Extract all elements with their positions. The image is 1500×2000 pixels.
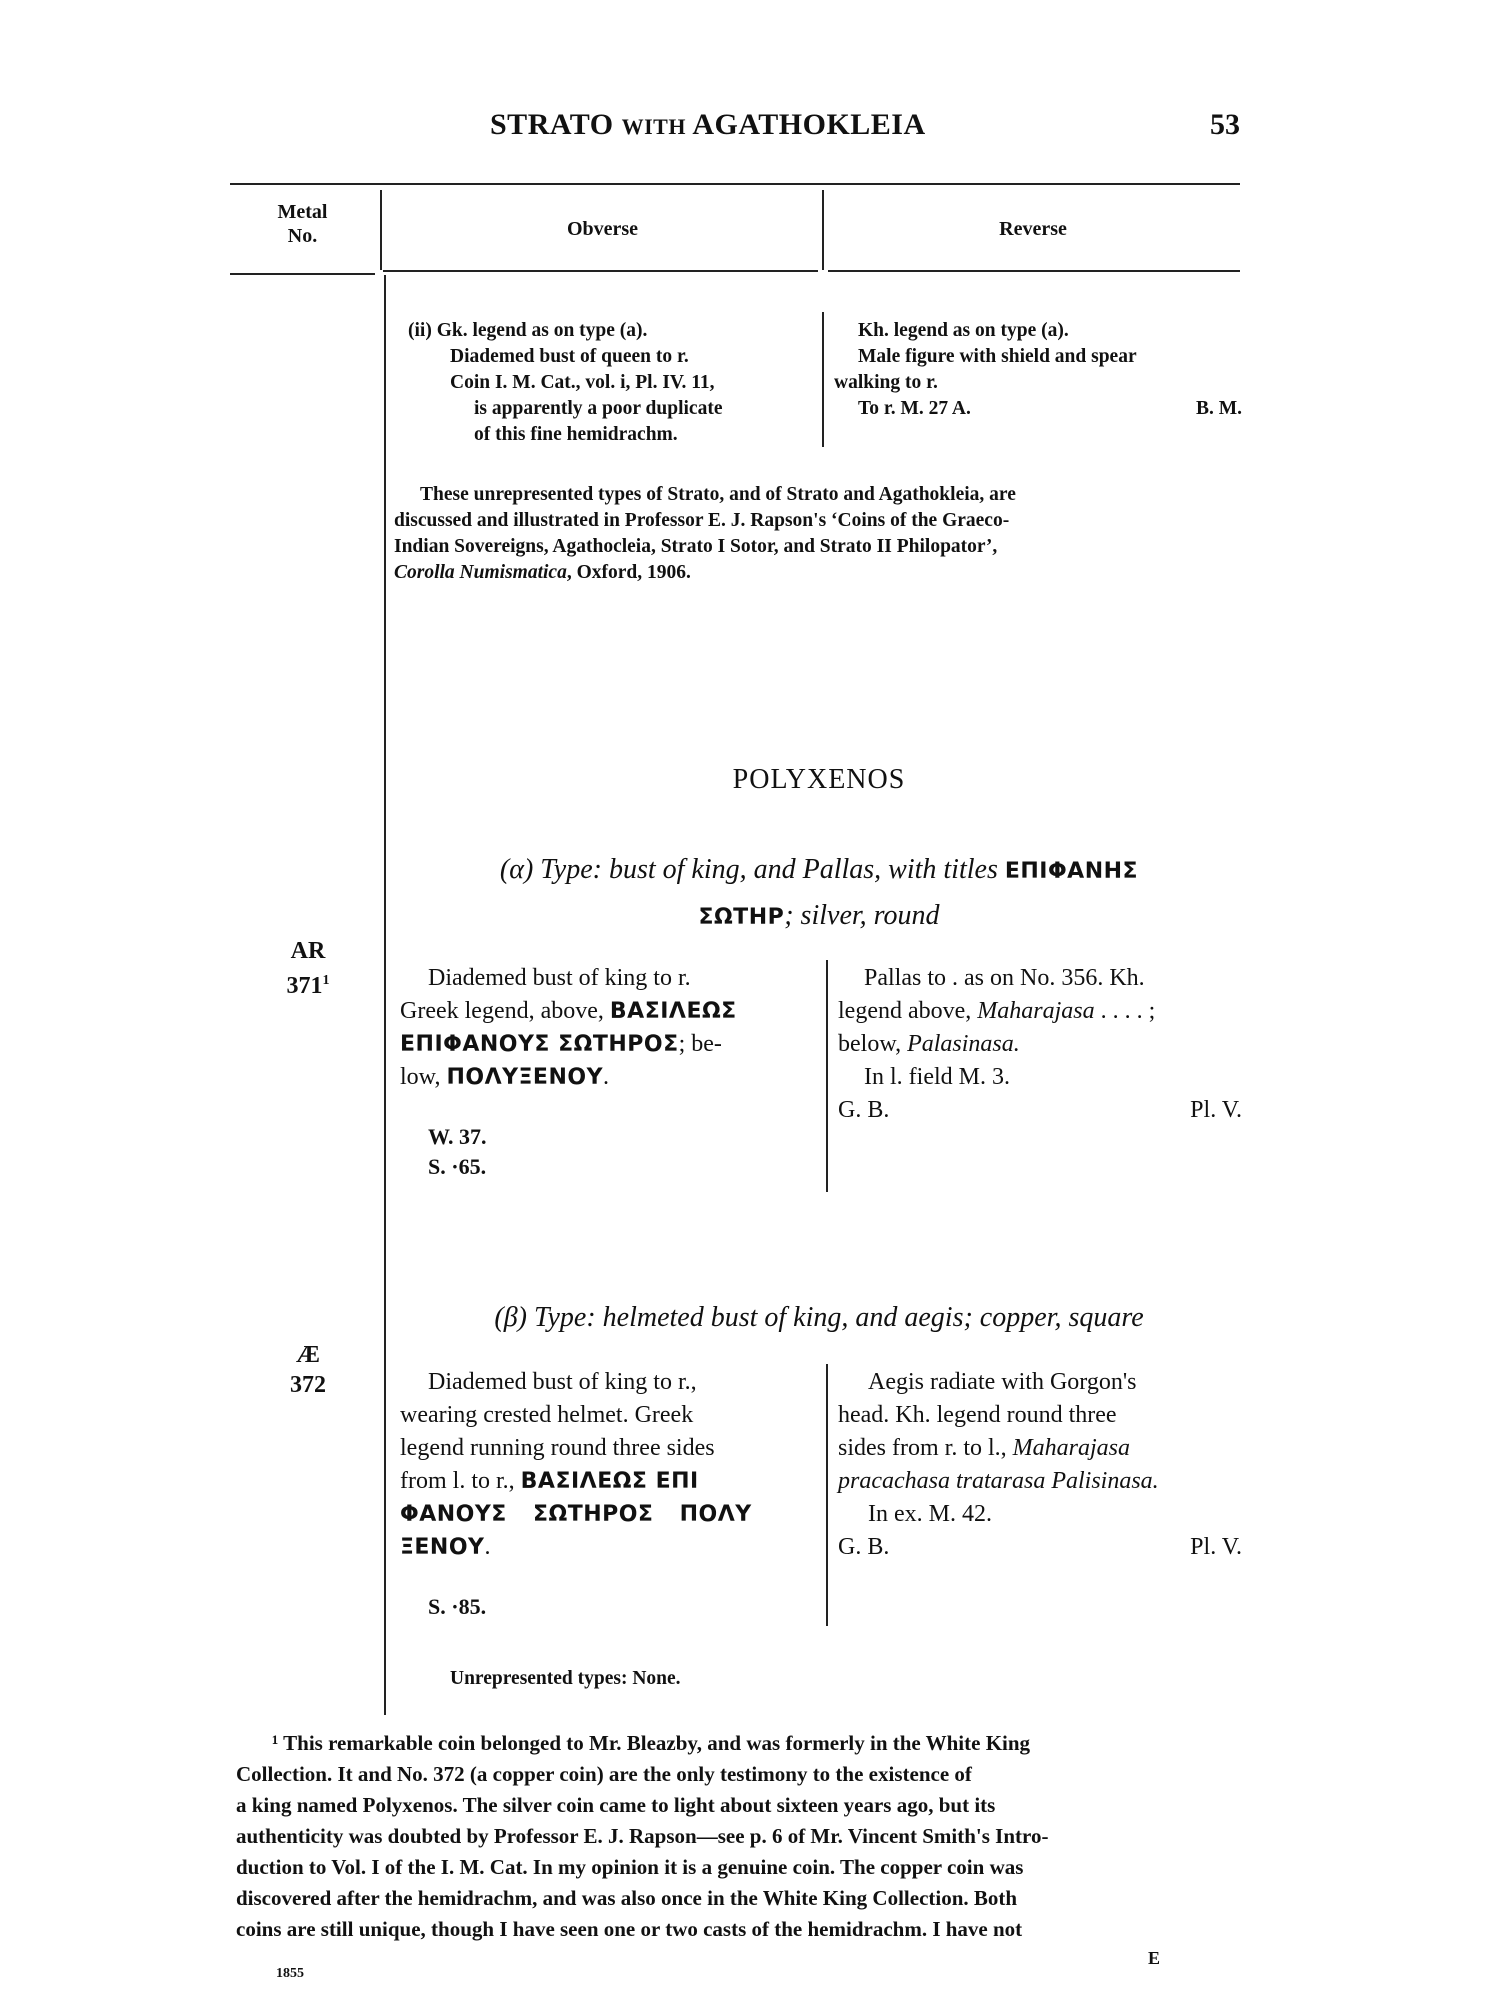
- entry-ii-obverse-line: Diademed bust of queen to r.: [450, 346, 689, 367]
- footnote-line: authenticity was doubted by Professor E. J. Rapson—see p. 6 of Mr. Vincent Smith's Intro-: [236, 1824, 1049, 1848]
- running-title: [490, 108, 926, 142]
- coin-372-divider: [826, 1364, 828, 1626]
- footnote: [236, 1728, 1246, 1945]
- header-divider-1: [380, 190, 382, 270]
- header-rule-reverse: [828, 270, 1240, 272]
- obverse-header: Obverse: [566, 218, 639, 240]
- type-alpha-label: (α) Type: bust of king, and Pallas, with titles: [499, 854, 998, 885]
- table-top-rule: [230, 183, 1240, 185]
- footnote-line: discovered after the hemidrachm, and was also once in the White King Collection. Both: [236, 1886, 1018, 1910]
- coin-372-reverse-legend: pracachasa tratarasa Palisinasa.: [838, 1468, 1159, 1494]
- entry-ii-divider: [822, 312, 824, 447]
- entry-ii-reverse-line: Male figure with shield and spear: [858, 346, 1137, 367]
- coin-371-obverse-line: Greek legend, above,: [400, 998, 604, 1024]
- coin-371-metal: AR: [290, 938, 326, 964]
- coin-371-metal-number: [268, 936, 348, 1001]
- coin-371-size: S. ·65.: [428, 1154, 487, 1179]
- header-rule-metal: [230, 273, 375, 275]
- coin-372-greek-legend: ΦΑΝΟΥΣ ΣΩΤΗΡΟΣ ΠΟΛΥ: [400, 1502, 752, 1527]
- signature-mark: 1855: [276, 1966, 304, 1981]
- note-line: Indian Sovereigns, Agathocleia, Strato I Sotor, and Strato II Philopator’,: [394, 536, 998, 557]
- coin-371-reverse-legend: Palasinasa.: [907, 1031, 1020, 1057]
- coin-372-greek-legend: ΒΑΣΙΛΕΩΣ ΕΠΙ: [520, 1469, 699, 1494]
- coin-371-greek-legend: ΒΑΣΙΛΕΩΣ: [609, 999, 737, 1024]
- coin-371-plate: Pl. V.: [1190, 1097, 1242, 1123]
- entry-ii-obverse-line: (ii) Gk. legend as on type (a).: [408, 320, 648, 341]
- coin-371-number: 371: [286, 973, 323, 999]
- entry-ii-obverse-line: of this fine hemidrachm.: [474, 424, 678, 445]
- coin-371-obverse: Diademed bust of king to r. Greek legend, above, ΒΑΣΙΛΕΩΣ ΕΠΙΦΑΝΟΥΣ ΣΩΤΗΡΟΣ; be- low, ΠΟΛΥΞΕΝΟΥ. W. 37. S. ·65.: [400, 962, 818, 1182]
- reverse-header: Reverse: [999, 218, 1067, 240]
- metal-column-divider: [384, 275, 386, 1715]
- coin-372-plate: Pl. V.: [1190, 1534, 1242, 1560]
- coin-372-obverse-line: from l. to r.,: [400, 1468, 515, 1494]
- unrepresented-types: Unrepresented types: None.: [450, 1668, 681, 1689]
- coin-371-obverse-line: low,: [400, 1064, 441, 1090]
- coin-372-size: S. ·85.: [428, 1594, 487, 1619]
- coin-372-collection: G. B.: [838, 1534, 890, 1560]
- coin-371-footnote-mark: 1: [322, 973, 330, 988]
- entry-ii-obverse-line: is apparently a poor duplicate: [474, 398, 723, 419]
- type-alpha-greek-title-2: ΣΩΤΗΡ: [698, 905, 785, 930]
- page-number: 53: [1210, 108, 1240, 141]
- note-italic-title: Corolla Numismatica: [394, 562, 567, 583]
- coin-372-reverse-line: In ex. M. 42.: [868, 1501, 992, 1527]
- coin-371-collection: G. B.: [838, 1097, 890, 1123]
- coin-372-obverse-line: Diademed bust of king to r.,: [428, 1369, 697, 1395]
- coin-372-metal: Æ: [296, 1342, 320, 1368]
- entry-ii-reverse: [834, 318, 1242, 422]
- sheet-letter: E: [1148, 1948, 1161, 1968]
- entry-ii-obverse-line: Coin I. M. Cat., vol. i, Pl. IV. 11,: [450, 372, 715, 393]
- coin-372-obverse-line: legend running round three sides: [400, 1435, 715, 1461]
- header-rule-obverse: [383, 270, 818, 272]
- metal-no-header: Metal No.: [277, 201, 328, 247]
- note-line: These unrepresented types of Strato, and of Strato and Agathokleia, are: [420, 484, 1016, 505]
- note-paragraph: [394, 482, 1242, 586]
- coin-372-obverse-line: wearing crested helmet. Greek: [400, 1402, 694, 1428]
- coin-371-obverse-line: ; be-: [678, 1031, 722, 1057]
- coin-372-obverse: Diademed bust of king to r., wearing crested helmet. Greek legend running round three sides from l. to r., ΒΑΣΙΛΕΩΣ ΕΠΙ ΦΑΝΟΥΣ ΣΩΤΗΡΟΣ ΠΟΛΥ ΞΕΝΟΥ. S. ·85.: [400, 1366, 818, 1622]
- coin-372-metal-number: [268, 1340, 348, 1400]
- footnote-line: coins are still unique, though I have seen one or two casts of the hemidrachm. I have not: [236, 1917, 1023, 1941]
- coin-372-reverse-line: Aegis radiate with Gorgon's: [868, 1369, 1137, 1395]
- running-title-strato: STRATO: [490, 108, 614, 141]
- footnote-line: duction to Vol. I of the I. M. Cat. In my opinion it is a genuine coin. The copper coin was: [236, 1855, 1024, 1879]
- coin-372-greek-legend: ΞΕΝΟΥ: [400, 1535, 485, 1560]
- entry-ii-collection: B. M.: [1195, 398, 1242, 419]
- coin-372-reverse-legend: Maharajasa: [1012, 1435, 1130, 1461]
- coin-371-reverse-line: In l. field M. 3.: [864, 1064, 1010, 1090]
- entry-ii-reverse-line: walking to r.: [834, 372, 938, 393]
- entry-ii-obverse: [408, 318, 813, 448]
- coin-371-reverse-legend: Maharajasa: [977, 998, 1095, 1024]
- coin-371-reverse: Pallas to . as on No. 356. Kh. legend above, Maharajasa . . . . ; below, Palasinasa. In l. field M. 3. G. B. Pl. V.: [838, 962, 1242, 1127]
- running-title-agathokleia: AGATHOKLEIA: [692, 108, 926, 141]
- coin-372-reverse: [838, 1366, 1242, 1564]
- running-title-with: WITH: [621, 114, 686, 139]
- section-title: POLYXENOS: [732, 764, 906, 795]
- entry-ii-reverse-line: Kh. legend as on type (a).: [858, 320, 1069, 341]
- coin-371-divider: [826, 960, 828, 1192]
- coin-371-reverse-line: Pallas to . as on No. 356. Kh.: [864, 965, 1145, 991]
- coin-371-weight: W. 37.: [428, 1124, 487, 1149]
- footnote-line: a king named Polyxenos. The silver coin came to light about sixteen years ago, but its: [236, 1793, 996, 1817]
- coin-371-greek-legend: ΕΠΙΦΑΝΟΥΣ ΣΩΤΗΡΟΣ: [400, 1032, 679, 1057]
- coin-371-greek-legend: ΠΟΛΥΞΕΝΟΥ: [446, 1065, 603, 1090]
- type-alpha-heading: [384, 848, 1254, 940]
- coin-371-reverse-line: legend above,: [838, 998, 972, 1024]
- coin-372-number: 372: [290, 1372, 326, 1398]
- coin-372-reverse-line: head. Kh. legend round three: [838, 1402, 1117, 1428]
- coin-371-reverse-line: below,: [838, 1031, 902, 1057]
- footnote-line: Collection. It and No. 372 (a copper coin) are the only testimony to the existence of: [236, 1762, 972, 1786]
- coin-372-reverse-line: sides from r. to l.,: [838, 1435, 1007, 1461]
- coin-371-obverse-line: Diademed bust of king to r.: [428, 965, 691, 991]
- type-beta-heading: (β) Type: helmeted bust of king, and aegis; copper, square: [494, 1302, 1144, 1333]
- entry-ii-reverse-line: To r. M. 27 A.: [858, 398, 971, 419]
- note-line-end: , Oxford, 1906.: [566, 562, 691, 583]
- header-divider-2: [822, 190, 824, 270]
- running-header: [230, 108, 1240, 148]
- type-alpha-material: ; silver, round: [784, 900, 940, 931]
- note-line: discussed and illustrated in Professor E. J. Rapson's ‘Coins of the Graeco-: [394, 510, 1010, 531]
- footnote-line: ¹ This remarkable coin belonged to Mr. Bleazby, and was formerly in the White King: [272, 1731, 1031, 1755]
- type-alpha-greek-title: ΕΠΙΦΑΝΗΣ: [1004, 859, 1139, 884]
